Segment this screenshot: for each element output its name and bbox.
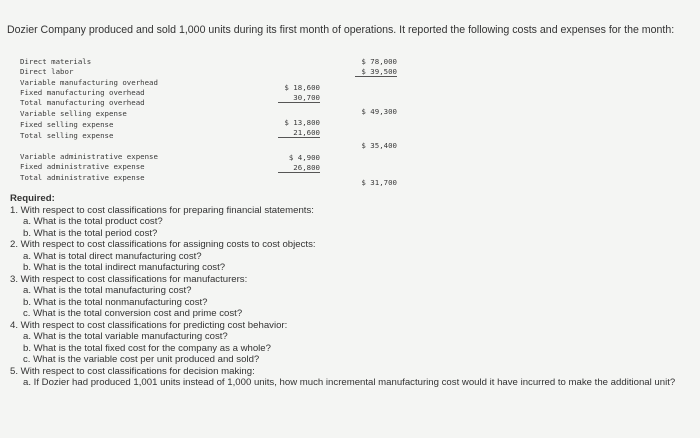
cost-row-label: Total administrative expense [20,173,145,182]
intro-paragraph: Dozier Company produced and sold 1,000 units during its first month of operations. It reported the following costs and expenses for the month: [7,24,675,36]
cost-row-label: Fixed manufacturing overhead [20,88,145,97]
cost-amount: $ 39,500 [355,67,397,77]
question-3a: a. What is the total manufacturing cost? [23,285,192,296]
cost-amount: 30,700 [278,93,320,103]
cost-row-label: Variable administrative expense [20,152,158,161]
cost-amount: $ 13,800 [284,118,320,127]
cost-table [20,57,420,187]
question-2a: a. What is total direct manufacturing cost? [23,250,202,262]
question-1b: b. What is the total period cost? [23,227,158,239]
question-5a: a. If Dozier had produced 1,001 units instead of 1,000 units, how much incremental manufacturing cost would it have incurred to make the additional unit? [23,377,676,388]
question-2: 2. With respect to cost classifications for assigning costs to cost objects: [10,239,316,250]
required-section [10,193,695,389]
question-4b: b. What is the total fixed cost for the company as a whole? [23,342,271,354]
cost-amount: $ 35,400 [361,141,397,150]
question-2b: b. What is the total indirect manufacturing cost? [23,262,226,273]
cost-amount: 21,600 [278,128,320,138]
question-5: 5. With respect to cost classifications for decision making: [10,365,255,377]
question-4: 4. With respect to cost classifications for predicting cost behavior: [10,319,288,331]
question-3: 3. With respect to cost classifications for manufacturers: [10,273,248,285]
question-1: 1. With respect to cost classifications for preparing financial statements: [10,204,314,216]
required-title: Required: [10,193,55,204]
cost-row-label: Fixed administrative expense [20,162,145,171]
cost-amount: $ 49,300 [361,107,397,116]
cost-row-label: Variable selling expense [20,109,127,118]
cost-row-label: Total selling expense [20,131,114,140]
cost-row-label: Direct materials [20,57,92,66]
cost-amount: $ 18,600 [284,83,320,92]
cost-row-label: Direct labor [20,67,74,76]
cost-row-label: Total manufacturing overhead [20,98,145,107]
cost-amount: $ 31,700 [361,178,397,187]
cost-amount: $ 78,000 [361,57,397,66]
question-1a: a. What is the total product cost? [23,216,163,227]
cost-row-label: Variable manufacturing overhead [20,78,158,87]
question-3b: b. What is the total nonmanufacturing cost? [23,296,208,308]
cost-row-label: Fixed selling expense [20,120,114,129]
question-3c: c. What is the total conversion cost and prime cost? [23,308,243,319]
question-4a: a. What is the total variable manufacturing cost? [23,331,228,342]
cost-amount: 26,800 [278,163,320,173]
question-4c: c. What is the variable cost per unit produced and sold? [23,354,260,365]
cost-amount: $ 4,900 [288,153,320,162]
